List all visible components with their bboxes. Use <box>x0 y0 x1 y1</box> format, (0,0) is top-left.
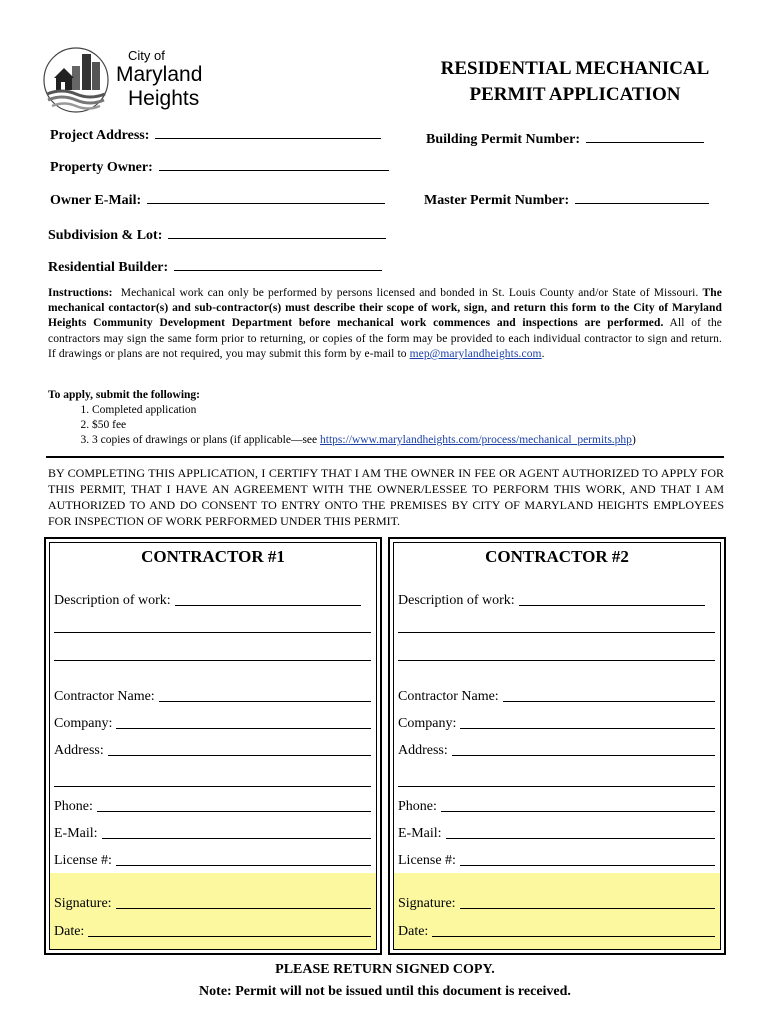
date-field[interactable] <box>54 924 371 940</box>
description-line[interactable] <box>519 604 705 606</box>
apply-item: 1. Completed application <box>92 403 738 418</box>
document-title <box>420 56 730 108</box>
instructions-text-2: All of the contractors may sign the same form prior to returning, or copies of the form may be provided to each individual contractor to sign and return. If drawings or plans are not required, you may submit this form by e-mail to <box>48 317 723 360</box>
residential-builder-field[interactable] <box>48 258 382 276</box>
apply-item <box>92 433 738 448</box>
master-permit-number-label: Master Permit Number: <box>424 193 570 208</box>
phone-label: Phone: <box>398 799 437 814</box>
email-label: E-Mail: <box>54 826 98 841</box>
company-line[interactable] <box>116 727 371 729</box>
signature-field[interactable] <box>398 896 715 912</box>
license-field[interactable] <box>54 853 371 869</box>
license-line[interactable] <box>116 864 371 866</box>
phone-line[interactable] <box>97 810 371 812</box>
address-field[interactable] <box>54 743 371 759</box>
email-line[interactable] <box>446 837 715 839</box>
address-label: Address: <box>54 743 104 758</box>
building-permit-number-line[interactable] <box>586 130 704 143</box>
address-line-2[interactable] <box>398 786 715 787</box>
company-label: Company: <box>398 716 457 731</box>
logo-name-line-2: Heights <box>128 87 200 110</box>
email-line[interactable] <box>102 837 371 839</box>
contractor-1-inner <box>49 542 377 950</box>
subdivision-lot-field[interactable] <box>48 226 386 244</box>
email-field[interactable] <box>54 826 371 842</box>
instructions-label: Instructions: <box>48 287 113 299</box>
title-line-1: RESIDENTIAL MECHANICAL <box>440 58 710 79</box>
logo-text <box>116 48 203 111</box>
date-line[interactable] <box>432 935 715 937</box>
master-permit-number-line[interactable] <box>575 191 709 204</box>
contractor-2-box <box>388 537 726 955</box>
subdivision-lot-label: Subdivision & Lot: <box>48 228 163 243</box>
address-line-2[interactable] <box>54 786 371 787</box>
logo-city-label: City of <box>128 48 165 63</box>
apply-heading: To apply, submit the following: <box>48 389 200 401</box>
skyline-emblem-icon <box>42 44 112 116</box>
address-label: Address: <box>398 743 448 758</box>
company-line[interactable] <box>460 727 715 729</box>
email-link[interactable]: mep@marylandheights.com <box>409 347 542 360</box>
residential-builder-line[interactable] <box>174 258 382 271</box>
apply-list <box>48 403 738 448</box>
contractor-name-line[interactable] <box>503 700 715 702</box>
subdivision-lot-line[interactable] <box>168 226 386 239</box>
owner-email-label: Owner E-Mail: <box>50 193 142 208</box>
address-field[interactable] <box>398 743 715 759</box>
property-owner-line[interactable] <box>159 158 389 171</box>
building-permit-number-field[interactable] <box>426 130 704 148</box>
contractor-name-label: Contractor Name: <box>398 689 499 704</box>
date-line[interactable] <box>88 935 371 937</box>
contractor-name-line[interactable] <box>159 700 371 702</box>
description-line-2[interactable] <box>54 632 371 633</box>
apply-item-3-end: ) <box>631 434 636 446</box>
phone-field[interactable] <box>398 799 715 815</box>
description-line-3[interactable] <box>54 660 371 661</box>
owner-email-field[interactable] <box>50 191 385 209</box>
instructions-paragraph <box>48 286 722 362</box>
phone-line[interactable] <box>441 810 715 812</box>
return-notice: PLEASE RETURN SIGNED COPY. <box>275 962 495 977</box>
description-line-3[interactable] <box>398 660 715 661</box>
license-label: License #: <box>398 853 456 868</box>
description-line-2[interactable] <box>398 632 715 633</box>
permit-note: Note: Permit will not be issued until this document is received. <box>199 984 571 999</box>
license-line[interactable] <box>460 864 715 866</box>
company-field[interactable] <box>398 716 715 732</box>
project-address-field[interactable] <box>50 126 381 144</box>
apply-section <box>48 388 738 448</box>
instructions-text-bold: The mechanical contactor(s) and sub-contractor(s) must describe their scope of work, sign, and return this form to the City of Maryland Heights Community Development Department before mechanical work commences and inspections are performed. <box>48 287 722 330</box>
contractor-name-label: Contractor Name: <box>54 689 155 704</box>
description-of-work-field[interactable] <box>54 593 370 609</box>
apply-item: 2. $50 fee <box>92 418 738 433</box>
phone-label: Phone: <box>54 799 93 814</box>
date-label: Date: <box>398 924 429 939</box>
company-label: Company: <box>54 716 113 731</box>
title-line-2: PERMIT APPLICATION <box>469 84 681 105</box>
instructions-text-1: Mechanical work can only be performed by persons licensed and bonded in St. Louis County and/or State of Missouri. <box>120 287 699 299</box>
signature-label: Signature: <box>54 896 112 911</box>
email-field[interactable] <box>398 826 715 842</box>
contractor-2-title: CONTRACTOR #2 <box>485 547 629 566</box>
property-owner-field[interactable] <box>50 158 389 176</box>
date-label: Date: <box>54 924 85 939</box>
signature-line[interactable] <box>116 907 371 909</box>
description-label: Description of work: <box>398 593 515 608</box>
contractor-name-field[interactable] <box>54 689 371 705</box>
contractor-name-field[interactable] <box>398 689 715 705</box>
signature-line[interactable] <box>460 907 715 909</box>
logo-name-line-1: Maryland <box>116 63 203 86</box>
contractor-1-box <box>44 537 382 955</box>
certification-text: BY COMPLETING THIS APPLICATION, I CERTIFY THAT I AM THE OWNER IN FEE OR AGENT AUTHORIZED TO APPLY FOR THIS PERMIT, THAT I HAVE AN AGREEMENT WITH THE OWNER/LESSEE TO PERFORM THIS WORK, AND THAT I AM AUTHORIZED TO AND DO CONSENT TO ENTRY ONTO THE PREMISES BY CITY OF MARYLAND HEIGHTS EMPLOYEES FOR INSPECTION OF WORK PERFORMED UNDER THIS PERMIT. <box>48 466 724 528</box>
company-field[interactable] <box>54 716 371 732</box>
contractor-1-title: CONTRACTOR #1 <box>141 547 285 566</box>
signature-label: Signature: <box>398 896 456 911</box>
description-label: Description of work: <box>54 593 171 608</box>
building-permit-number-label: Building Permit Number: <box>426 132 580 147</box>
license-label: License #: <box>54 853 112 868</box>
divider <box>46 456 724 458</box>
date-field[interactable] <box>398 924 715 940</box>
apply-item-3-text: 3 copies of drawings or plans (if applicable—see <box>92 434 318 446</box>
residential-builder-label: Residential Builder: <box>48 260 169 275</box>
master-permit-number-field[interactable] <box>424 191 709 209</box>
owner-email-line[interactable] <box>147 191 385 204</box>
description-line[interactable] <box>175 604 361 606</box>
address-line[interactable] <box>108 754 371 756</box>
property-owner-label: Property Owner: <box>50 160 153 175</box>
project-address-label: Project Address: <box>50 128 150 143</box>
permits-page-link[interactable]: https://www.marylandheights.com/process/mechanical_permits.php <box>320 434 632 446</box>
email-label: E-Mail: <box>398 826 442 841</box>
address-line[interactable] <box>452 754 715 756</box>
signature-field[interactable] <box>54 896 371 912</box>
phone-field[interactable] <box>54 799 371 815</box>
description-of-work-field[interactable] <box>398 593 715 609</box>
license-field[interactable] <box>398 853 715 869</box>
contractor-2-inner <box>393 542 721 950</box>
instructions-end: . <box>541 347 545 360</box>
project-address-line[interactable] <box>155 126 381 139</box>
